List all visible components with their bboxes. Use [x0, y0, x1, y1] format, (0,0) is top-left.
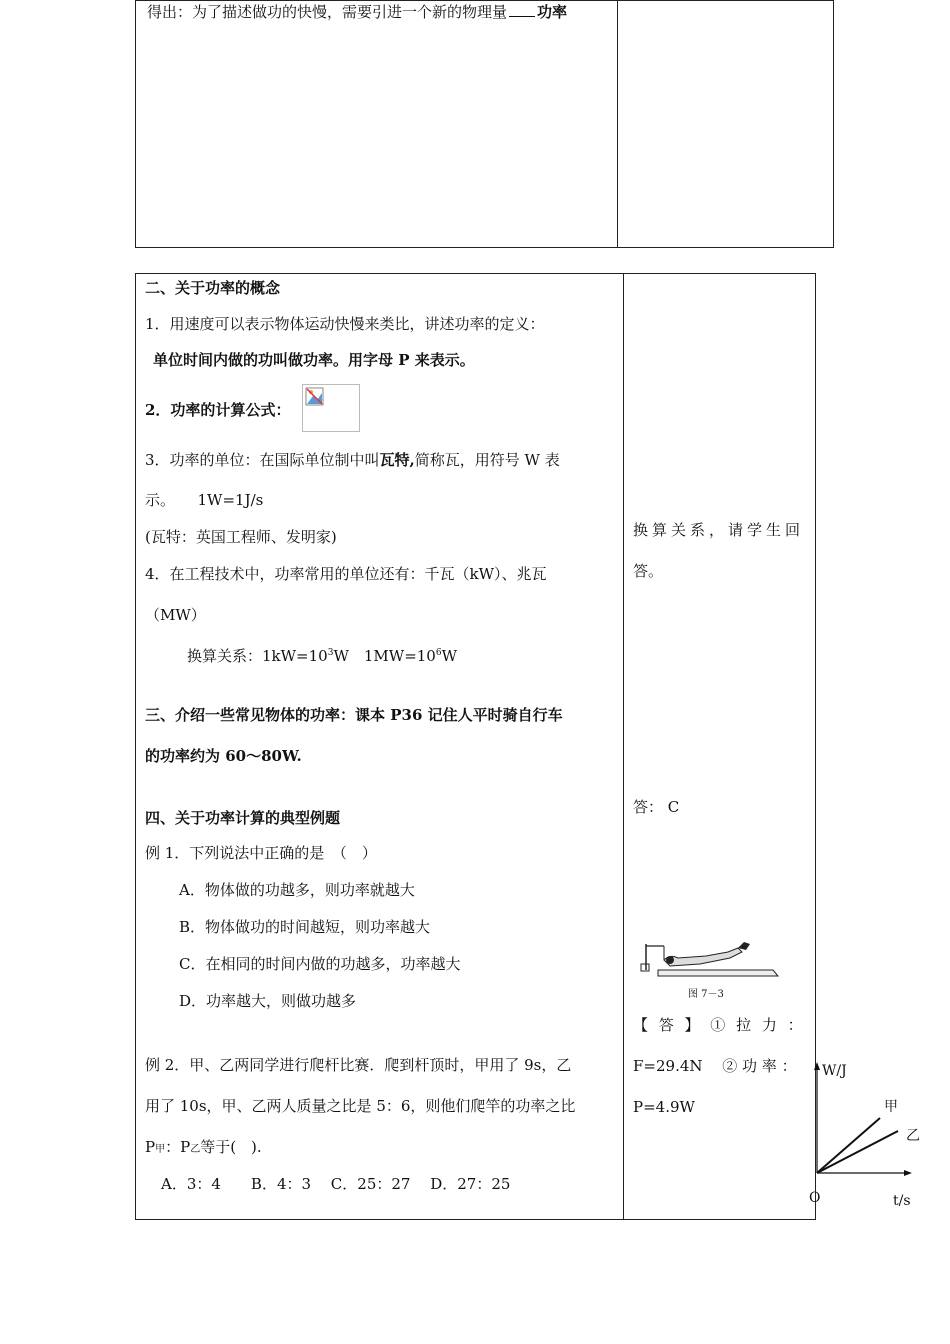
line-yi-label: 乙 [906, 1128, 920, 1144]
example1-option-c: C．在相同的时间内做的功越多，功率越大 [179, 955, 461, 973]
example2-options: A．3：4 B．4：3 C．25：27 D．27：25 [161, 1175, 511, 1193]
s2-item3-line2: 示。 1W=1J/s [145, 491, 264, 509]
s2-item1: 1．用速度可以表示物体运动快慢来类比，讲述功率的定义： [145, 315, 545, 333]
s2-item4-line1: 4．在工程技术中，功率常用的单位还有：千瓦（kW）、兆瓦 [145, 565, 547, 583]
conversion-line [187, 643, 457, 666]
s2-item2: 2．功率的计算公式： [145, 401, 291, 419]
section4-heading: 四、关于功率计算的典型例题 [145, 809, 341, 827]
s2-item3-a: 3．功率的单位：在国际单位制中叫 [145, 451, 380, 469]
conclusion-prefix: 得出：为了描述做功的快慢，需要引进一个新的物理量 [147, 3, 508, 21]
figure-caption: 图 7－3 [688, 989, 724, 1000]
side-answer2-line3: P=4.9W [633, 1098, 695, 1116]
origin-label: O [809, 1190, 821, 1206]
figure-7-3-illustration [638, 940, 783, 984]
conv-prefix: 换算关系：1kW=10 [187, 647, 328, 665]
conclusion-answer: 功率 [537, 3, 568, 21]
example2-line1: 例 2．甲、乙两同学进行爬杆比赛．爬到杆顶时，甲用了 9s，乙 [145, 1056, 572, 1074]
y-axis-label: W/J [822, 1063, 847, 1079]
conv-exp2: 6 [435, 648, 442, 658]
x-axis-arrow [904, 1170, 912, 1176]
ex2-sub1: 甲 [155, 1144, 166, 1155]
conclusion-text [147, 2, 567, 22]
ex2-p1: P [145, 1138, 156, 1156]
line-jia-label: 甲 [884, 1099, 898, 1115]
s2-note: (瓦特：英国工程师、发明家) [145, 528, 337, 546]
work-time-graph [806, 1060, 916, 1200]
x-axis-label: t/s [893, 1193, 911, 1209]
side-conv-note-line2: 答。 [633, 562, 664, 580]
s2-item3-bold: 瓦特, [379, 451, 415, 469]
main-table-divider [623, 273, 624, 1220]
side-answer2-line2: F=29.4N ② 功 率 ： [633, 1057, 797, 1075]
s2-item3-line1 [145, 450, 560, 470]
section3-line1: 三、介绍一些常见物体的功率：课本 P36 记住人平时骑自行车 [145, 706, 563, 724]
example1-option-a: A．物体做的功越多，则功率就越大 [179, 881, 415, 899]
ex2-sub2: 乙 [190, 1144, 201, 1155]
conv-mid: W 1MW=10 [333, 647, 436, 665]
y-axis-arrow [814, 1062, 820, 1070]
top-table [135, 0, 834, 248]
conv-exp1: 3 [327, 648, 334, 658]
side-answer1: 答： C [633, 798, 680, 816]
top-table-divider [617, 0, 618, 248]
conv-suffix: W [441, 647, 458, 665]
section3-line2: 的功率约为 60～80W. [145, 747, 302, 765]
broken-image-icon [305, 387, 325, 407]
side-answer2-line1: 【 答 】 ① 拉 力 ： [633, 1016, 806, 1034]
s2-item1-answer: 单位时间内做的功叫做功率。用字母 P 来表示。 [153, 351, 475, 369]
example2-line2: 用了 10s，甲、乙两人质量之比是 5：6，则他们爬竿的功率之比 [145, 1097, 576, 1115]
formula-image-placeholder [302, 384, 360, 432]
example2-line3 [145, 1137, 262, 1160]
s2-item4-line2: （MW） [145, 606, 206, 624]
ex2-end: 等于( ). [200, 1138, 262, 1156]
side-conv-note-line1: 换算关系，请学生回 [633, 521, 805, 539]
example1-option-b: B．物体做功的时间越短，则功率越大 [179, 918, 431, 936]
s2-item3-b: 简称瓦，用符号 W 表 [414, 451, 560, 469]
ex2-colon: ：P [165, 1138, 191, 1156]
answer-blank [509, 4, 535, 17]
example1-question: 例 1．下列说法中正确的是 （ ） [145, 844, 377, 862]
example1-option-d: D．功率越大，则做功越多 [179, 992, 357, 1010]
section2-heading: 二、关于功率的概念 [145, 279, 281, 297]
